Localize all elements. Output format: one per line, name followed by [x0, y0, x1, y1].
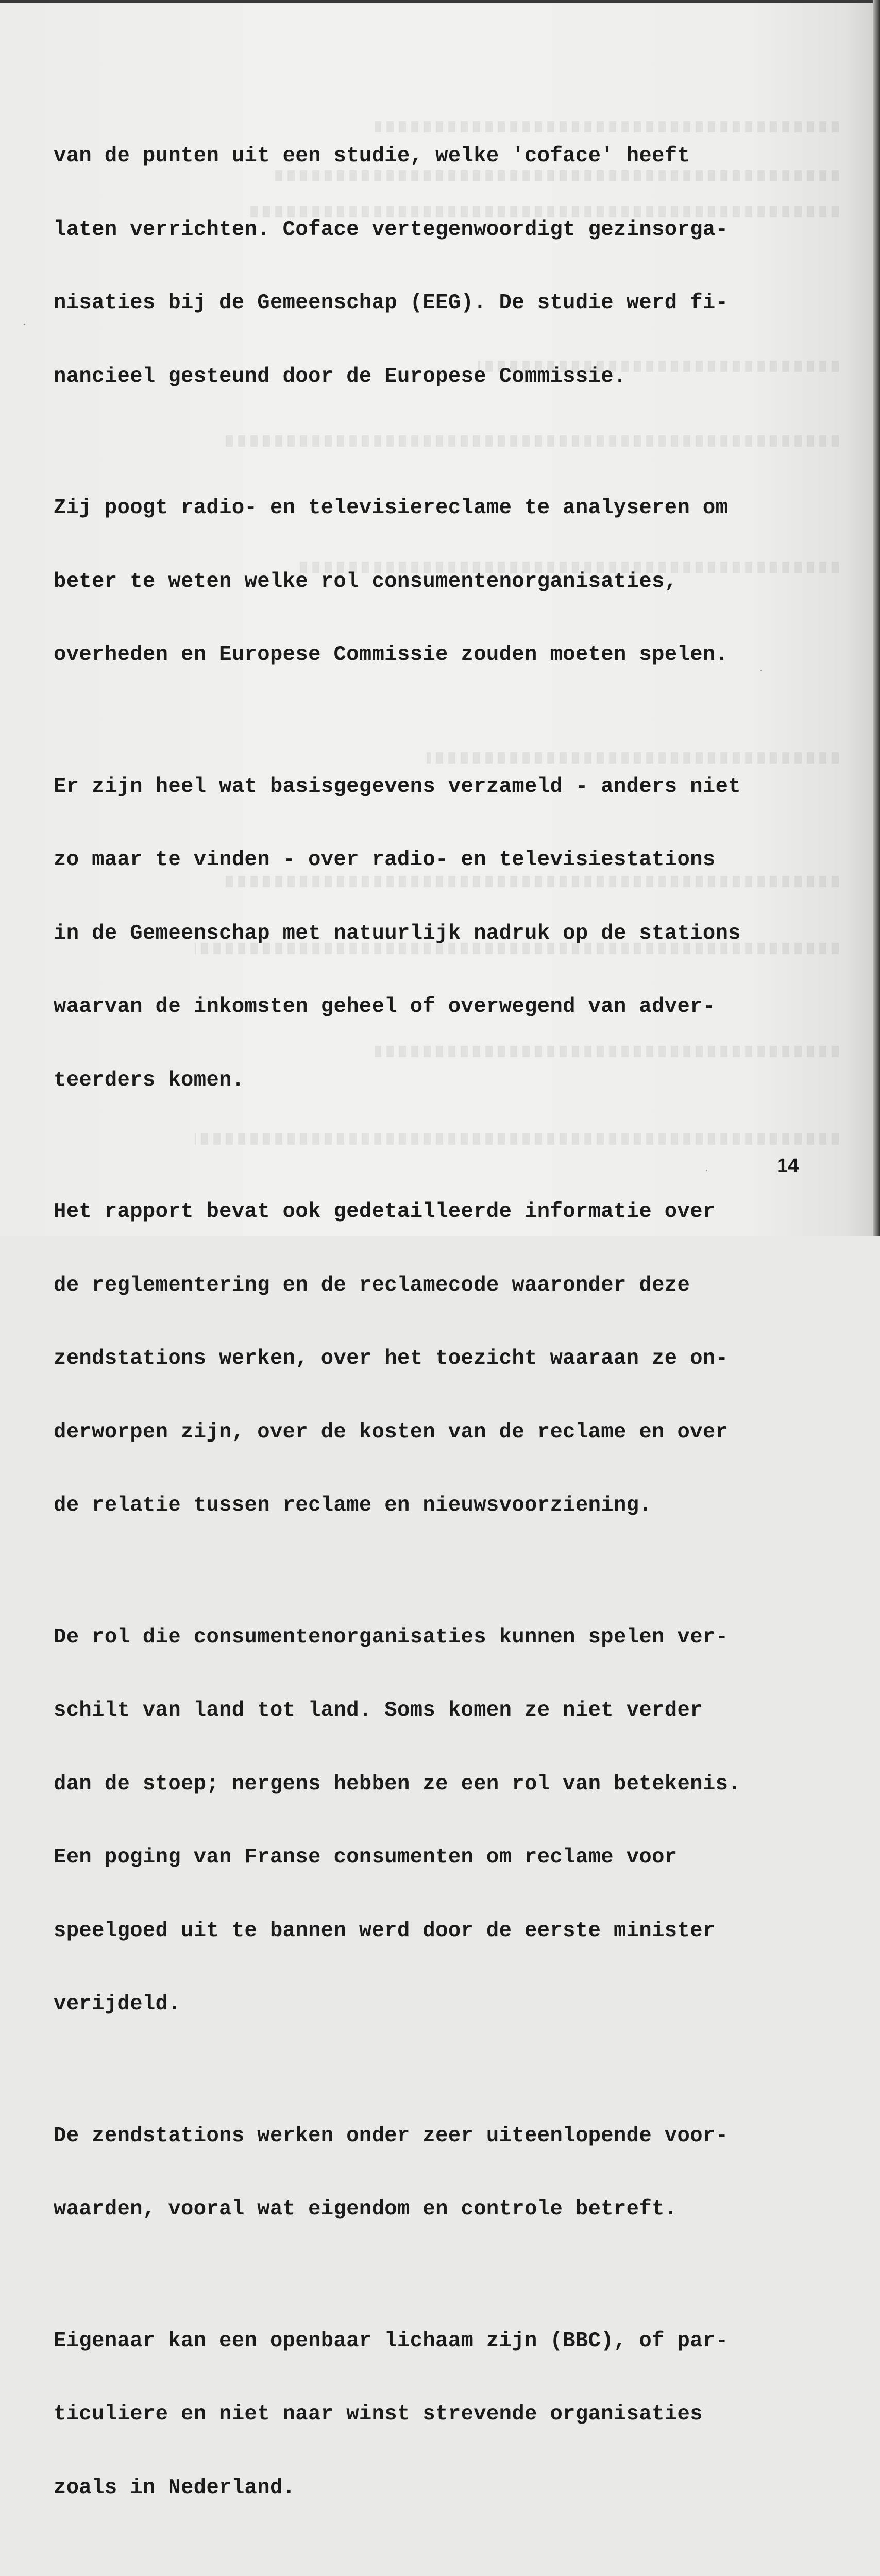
text-line: waarden, vooral wat eigendom en controle betreft.: [54, 2197, 678, 2221]
paragraph-3: [54, 726, 806, 1142]
paragraph-5: [54, 1577, 806, 2066]
text-line: laten verrichten. Coface vertegenwoordigt gezinsorga-: [54, 217, 729, 242]
paragraph-4: [54, 1151, 806, 1567]
typewritten-body: [54, 95, 806, 2576]
paper-speck: [760, 670, 762, 671]
text-line: teerders komen.: [54, 1068, 245, 1092]
text-line: derworpen zijn, over de kosten van de reclame en over: [54, 1420, 729, 1444]
paper-speck: [24, 324, 25, 325]
paragraph-6: [54, 2075, 806, 2271]
paragraph-2: [54, 447, 806, 717]
text-line: Eigenaar kan een openbaar lichaam zijn (BBC), of par-: [54, 2329, 729, 2353]
paragraph-7: [54, 2280, 806, 2550]
text-line: de relatie tussen reclame en nieuwsvoorziening.: [54, 1494, 652, 1517]
text-line: zendstations werken, over het toezicht waaraan ze on-: [54, 1347, 729, 1370]
text-line: schilt van land tot land. Soms komen ze niet verder: [54, 1699, 703, 1722]
page-number: 14: [777, 1155, 799, 1177]
page-right-edge-shadow: [873, 0, 880, 1236]
text-line: zo maar te vinden - over radio- en televisiestations: [54, 848, 716, 872]
text-line: dan de stoep; nergens hebben ze een rol van betekenis.: [54, 1772, 741, 1796]
text-line: zoals in Nederland.: [54, 2476, 296, 2500]
text-line: verijdeld.: [54, 1992, 181, 2016]
text-line: speelgoed uit te bannen werd door de eerste minister: [54, 1919, 716, 1943]
text-line: De zendstations werken onder zeer uiteenlopende voor-: [54, 2124, 729, 2148]
text-line: van de punten uit een studie, welke 'coface' heeft: [54, 144, 690, 168]
paragraph-1: [54, 95, 806, 438]
text-line: nancieel gesteund door de Europese Commissie.: [54, 364, 627, 388]
text-line: de reglementering en de reclamecode waaronder deze: [54, 1273, 690, 1297]
paragraph-8: [54, 2558, 806, 2576]
page-top-edge: [0, 0, 880, 3]
text-line: beter te weten welke rol consumentenorganisaties,: [54, 569, 678, 594]
text-line: in de Gemeenschap met natuurlijk nadruk op de stations: [54, 921, 741, 945]
text-line: Er zijn heel wat basisgegevens verzameld - anders niet: [54, 774, 741, 799]
paper-speck: [706, 1170, 707, 1171]
text-line: waarvan de inkomsten geheel of overwegend van adver-: [54, 995, 716, 1019]
text-line: nisaties bij de Gemeenschap (EEG). De studie werd fi-: [54, 291, 729, 315]
text-line: Zij poogt radio- en televisiereclame te analyseren om: [54, 496, 729, 520]
text-line: ticuliere en niet naar winst strevende organisaties: [54, 2402, 703, 2426]
text-line: Een poging van Franse consumenten om reclame voor: [54, 1845, 678, 1869]
text-line: overheden en Europese Commissie zouden moeten spelen.: [54, 643, 729, 667]
text-line: De rol die consumentenorganisaties kunnen spelen ver-: [54, 1625, 729, 1649]
text-line: Het rapport bevat ook gedetailleerde informatie over: [54, 1200, 716, 1224]
